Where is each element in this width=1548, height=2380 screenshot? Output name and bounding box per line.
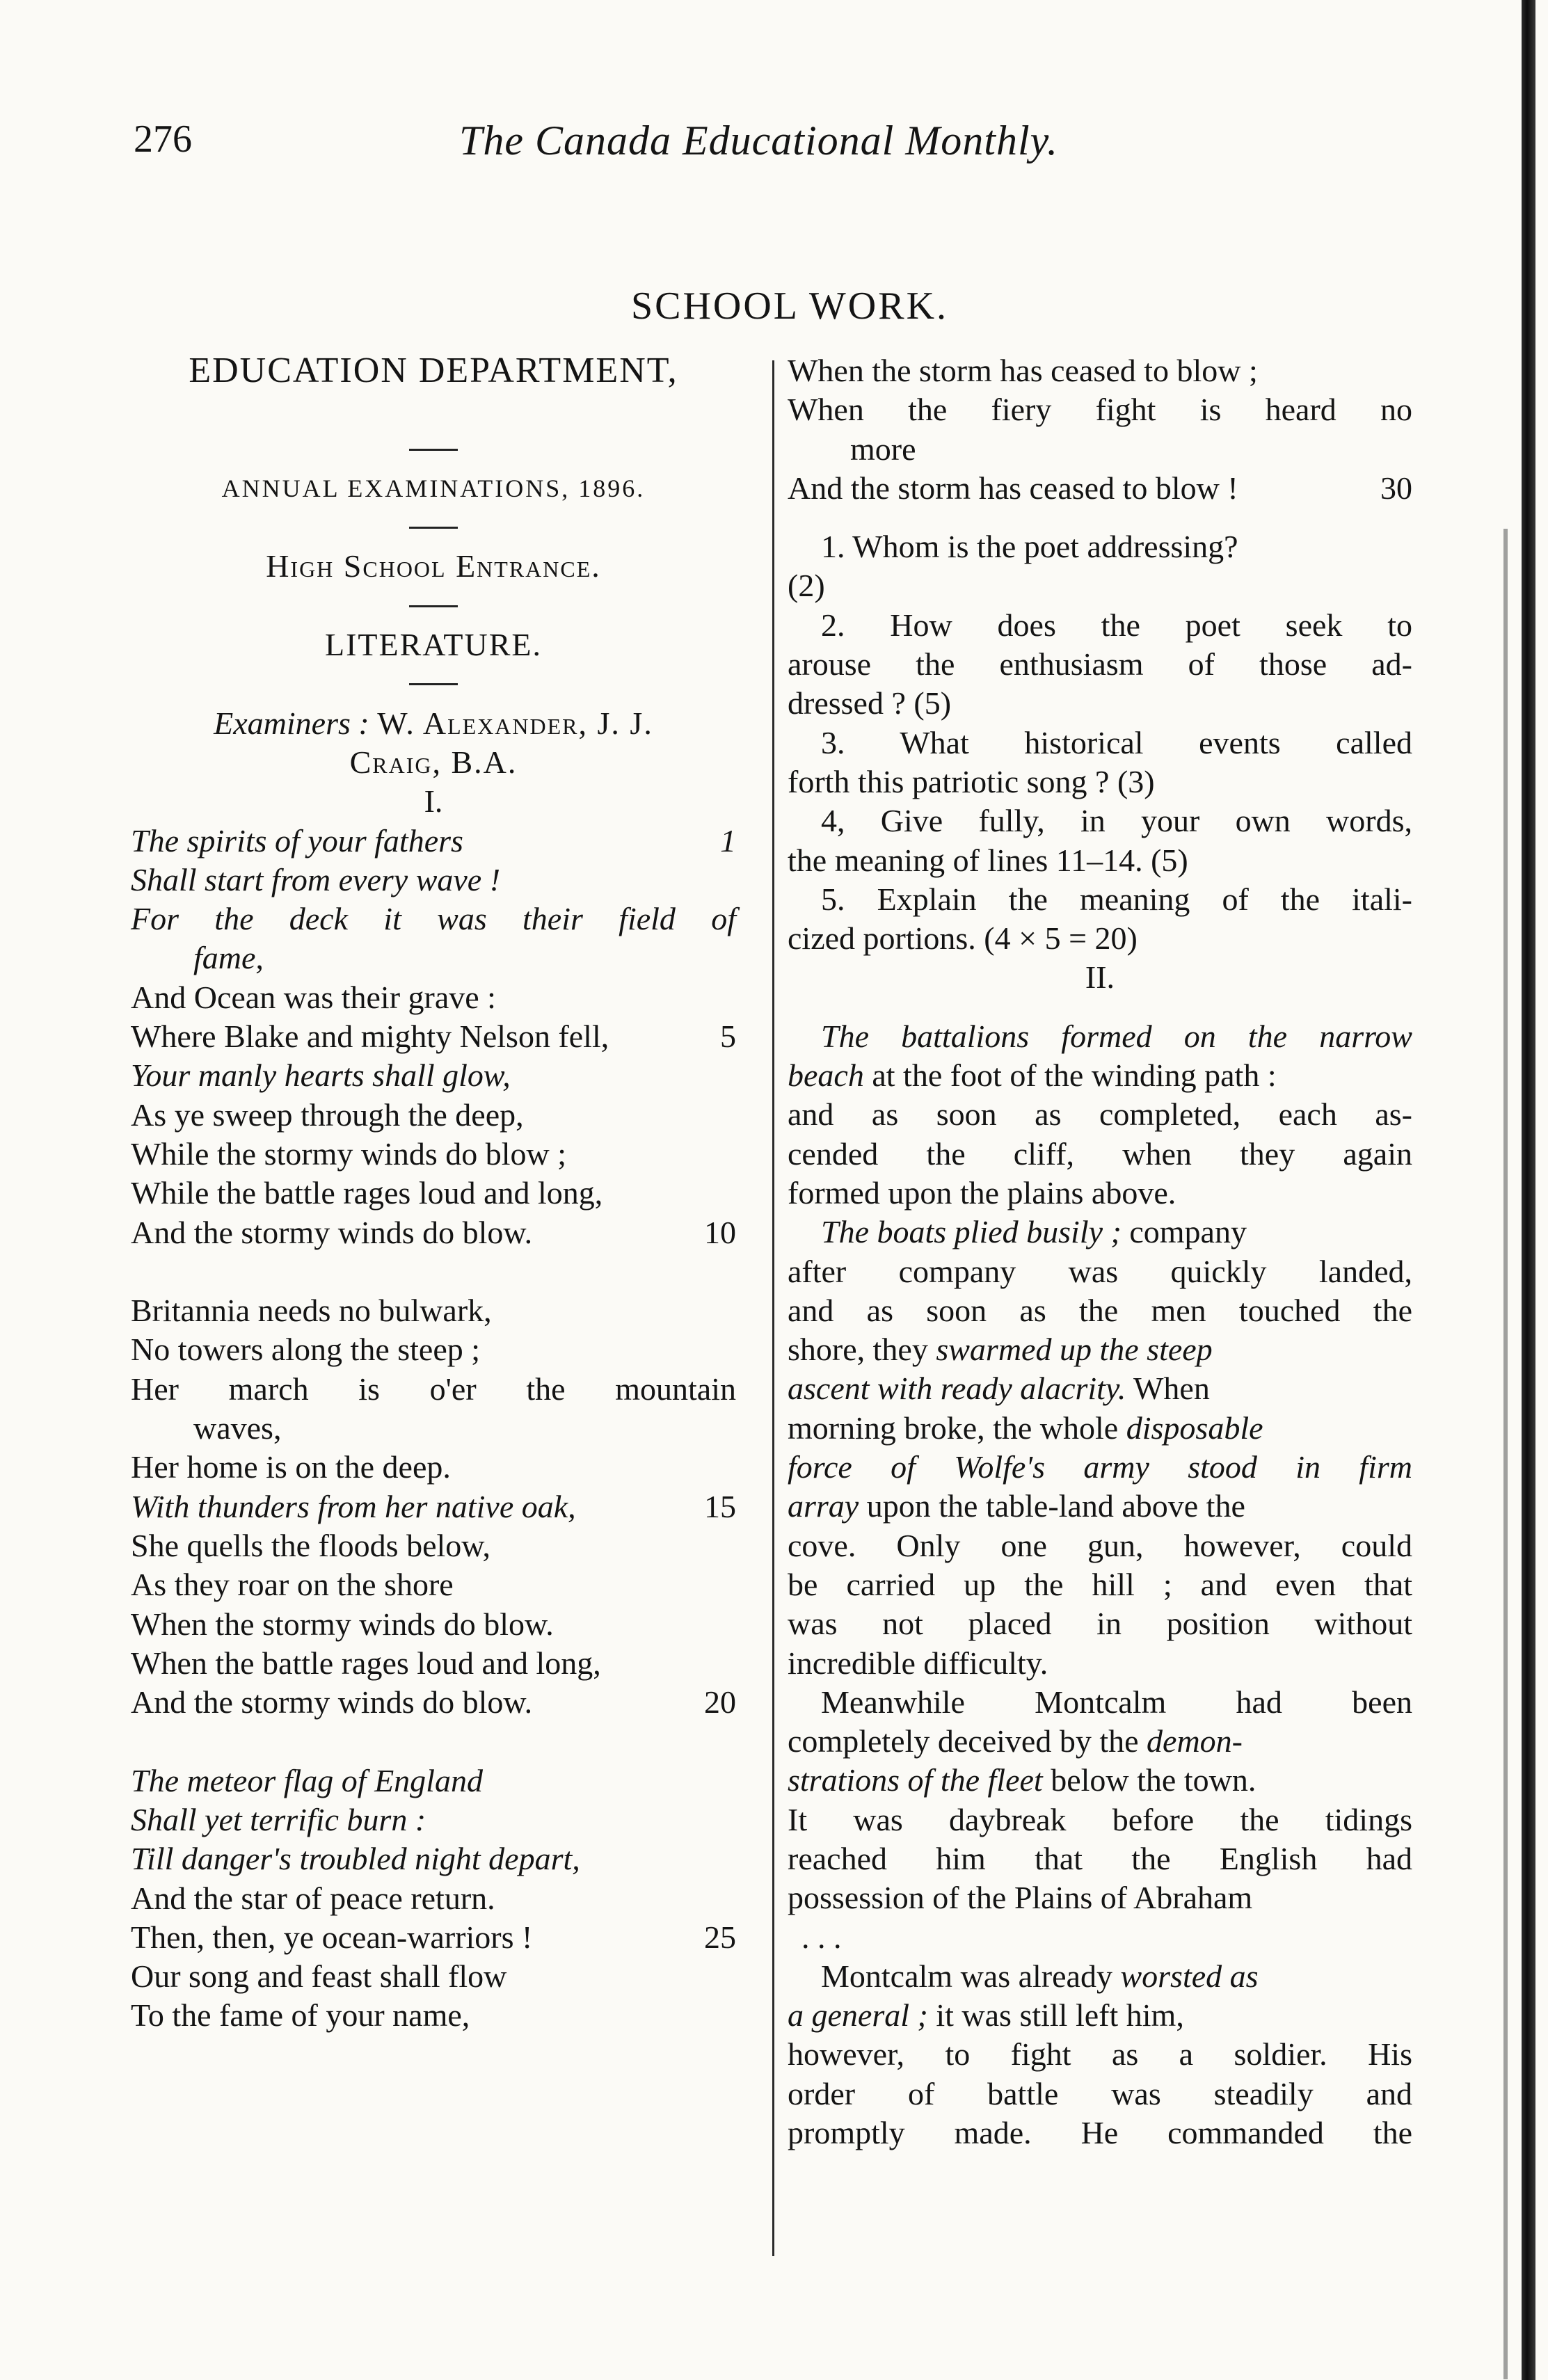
poem-line: The spirits of your fathers 1 bbox=[131, 822, 736, 861]
poem-line: And the star of peace return. bbox=[131, 1880, 495, 1916]
page-number: 276 bbox=[134, 118, 192, 161]
poem-line: When the fiery fight is heard no bbox=[788, 392, 1412, 428]
section-title: SCHOOL WORK. bbox=[630, 285, 949, 328]
examiners-names: W. Alexander, J. J. bbox=[377, 705, 653, 741]
part-one-heading: I. bbox=[424, 783, 443, 820]
question: forth this patriotic song ? (3) bbox=[788, 763, 1155, 799]
poem-line: And the storm has ceased to blow ! 30 bbox=[788, 469, 1412, 508]
poem-line: While the battle rages loud and long, bbox=[131, 1175, 603, 1211]
separator bbox=[131, 430, 736, 469]
question: 3. What historical events called bbox=[821, 724, 1412, 760]
question: the meaning of lines 11–14. (5) bbox=[788, 842, 1188, 878]
passage-line: Montcalm was already worsted as bbox=[821, 1958, 1259, 1994]
line-number: 20 bbox=[704, 1684, 736, 1720]
poem-line: The meteor flag of England bbox=[131, 1762, 483, 1798]
poem-line: As ye sweep through the deep, bbox=[131, 1096, 524, 1133]
examiners-line bbox=[131, 704, 736, 743]
passage-line: order of battle was steadily and bbox=[788, 2075, 1412, 2111]
poem-line: While the stormy winds do blow ; bbox=[131, 1135, 567, 1172]
passage-line: force of Wolfe's army stood in firm bbox=[788, 1449, 1412, 1485]
examiners-label: Examiners : bbox=[214, 705, 369, 741]
poem-line: Till danger's troubled night depart, bbox=[131, 1841, 580, 1877]
passage-line: formed upon the plains above. bbox=[788, 1174, 1176, 1211]
question: cized portions. (4 × 5 = 20) bbox=[788, 920, 1138, 957]
line-number: 15 bbox=[704, 1488, 736, 1524]
passage-line: reached him that the English had bbox=[788, 1840, 1412, 1876]
column-rule bbox=[772, 360, 774, 2256]
poem-line: When the storm has ceased to blow ; bbox=[788, 353, 1258, 388]
poem-line: And Ocean was their grave : bbox=[131, 979, 496, 1015]
poem-line: Our song and feast shall flow bbox=[131, 1958, 507, 1995]
passage-line: completely deceived by the demon- bbox=[788, 1723, 1243, 1759]
poem-line: Then, then, ye ocean-warriors ! 25 bbox=[131, 1918, 736, 1957]
poem-line: And the stormy winds do blow. 20 bbox=[131, 1683, 736, 1722]
poem-line: fame, bbox=[193, 940, 264, 976]
passage-line: morning broke, the whole disposable bbox=[788, 1409, 1263, 1446]
passage-line: promptly made. He commanded the bbox=[788, 2115, 1412, 2151]
poem-line: waves, bbox=[193, 1410, 282, 1446]
poem-line: more bbox=[850, 431, 916, 467]
passage-line: The boats plied busily ; company bbox=[821, 1214, 1247, 1250]
poem-line: For the deck it was their field of bbox=[131, 901, 736, 937]
passage-line: ascent with ready alacrity. When bbox=[788, 1371, 1210, 1407]
passage-line: strations of the fleet below the town. bbox=[788, 1762, 1256, 1798]
passage-line: was not placed in position without bbox=[788, 1606, 1412, 1642]
separator bbox=[131, 586, 736, 625]
line-number: 10 bbox=[704, 1214, 736, 1250]
question: 1. Whom is the poet addressing? bbox=[821, 529, 1238, 565]
passage-line: array upon the table-land above the bbox=[788, 1488, 1245, 1524]
poem-line: No towers along the steep ; bbox=[131, 1332, 481, 1368]
poem-line: Shall yet terrific burn : bbox=[131, 1801, 426, 1837]
subject-heading: LITERATURE. bbox=[324, 627, 542, 663]
line-number: 5 bbox=[720, 1019, 736, 1055]
line-number: 25 bbox=[704, 1919, 736, 1955]
passage-line: beach at the foot of the winding path : bbox=[788, 1057, 1277, 1094]
passage-line: It was daybreak before the tidings bbox=[788, 1801, 1412, 1837]
page-edge-mark bbox=[1503, 529, 1508, 2379]
department-heading: EDUCATION DEPARTMENT, bbox=[189, 351, 678, 390]
passage-line: cove. Only one gun, however, could bbox=[788, 1527, 1412, 1563]
separator bbox=[131, 508, 736, 547]
line-number: 1 bbox=[720, 822, 736, 858]
part-two-heading: II. bbox=[1085, 959, 1115, 996]
page-edge-shadow bbox=[1522, 0, 1535, 2380]
passage-line: be carried up the hill ; and even that bbox=[788, 1566, 1412, 1602]
passage-line: shore, they swarmed up the steep bbox=[788, 1332, 1213, 1368]
question: 5. Explain the meaning of the itali- bbox=[821, 881, 1412, 917]
passage-line: The battalions formed on the narrow bbox=[821, 1018, 1412, 1054]
poem-line: She quells the floods below, bbox=[131, 1527, 491, 1563]
line-number: 30 bbox=[1380, 470, 1412, 506]
poem-line: When the battle rages loud and long, bbox=[131, 1645, 601, 1681]
ellipsis: . . . bbox=[801, 1919, 842, 1955]
poem-line: Her home is on the deep. bbox=[131, 1449, 451, 1485]
running-title: The Canada Educational Monthly. bbox=[459, 118, 1058, 163]
right-column bbox=[788, 351, 1412, 2153]
passage-line: however, to fight as a soldier. His bbox=[788, 2036, 1412, 2072]
question: arouse the enthusiasm of those ad- bbox=[788, 646, 1412, 682]
passage-line: and as soon as the men touched the bbox=[788, 1292, 1412, 1328]
poem-line: When the stormy winds do blow. bbox=[131, 1606, 554, 1642]
passage-line: possession of the Plains of Abraham bbox=[788, 1880, 1253, 1916]
poem-line: Her march is o'er the mountain bbox=[131, 1371, 736, 1407]
poem-line: To the fame of your name, bbox=[131, 1997, 470, 2034]
poem-line: With thunders from her native oak, 15 bbox=[131, 1487, 736, 1526]
passage-line: a general ; it was still left him, bbox=[788, 1997, 1184, 2034]
passage-line: and as soon as completed, each as- bbox=[788, 1096, 1412, 1133]
exam-heading: ANNUAL EXAMINATIONS, 1896. bbox=[221, 474, 646, 502]
passage-line: cended the cliff, when they again bbox=[788, 1135, 1412, 1172]
question: 4, Give fully, in your own words, bbox=[821, 803, 1412, 839]
question: dressed ? (5) bbox=[788, 685, 952, 721]
running-header bbox=[0, 117, 1238, 173]
poem-line: As they roar on the shore bbox=[131, 1567, 454, 1603]
poem-line: Your manly hearts shall glow, bbox=[131, 1057, 511, 1094]
separator bbox=[131, 664, 736, 703]
passage-line: Meanwhile Montcalm had been bbox=[821, 1684, 1412, 1720]
question: (2) bbox=[788, 568, 825, 604]
examiners-names-cont: Craig, B.A. bbox=[349, 744, 518, 780]
passage-line: after company was quickly landed, bbox=[788, 1253, 1412, 1289]
poem-line: Shall start from every wave ! bbox=[131, 861, 501, 897]
poem-line: Where Blake and mighty Nelson fell, 5 bbox=[131, 1017, 736, 1056]
question: 2. How does the poet seek to bbox=[821, 607, 1412, 643]
entrance-heading: High School Entrance. bbox=[266, 548, 601, 584]
passage-line: incredible difficulty. bbox=[788, 1645, 1048, 1681]
poem-line: Britannia needs no bulwark, bbox=[131, 1293, 492, 1329]
left-column bbox=[131, 351, 736, 2036]
poem-line: And the stormy winds do blow. 10 bbox=[131, 1213, 736, 1252]
